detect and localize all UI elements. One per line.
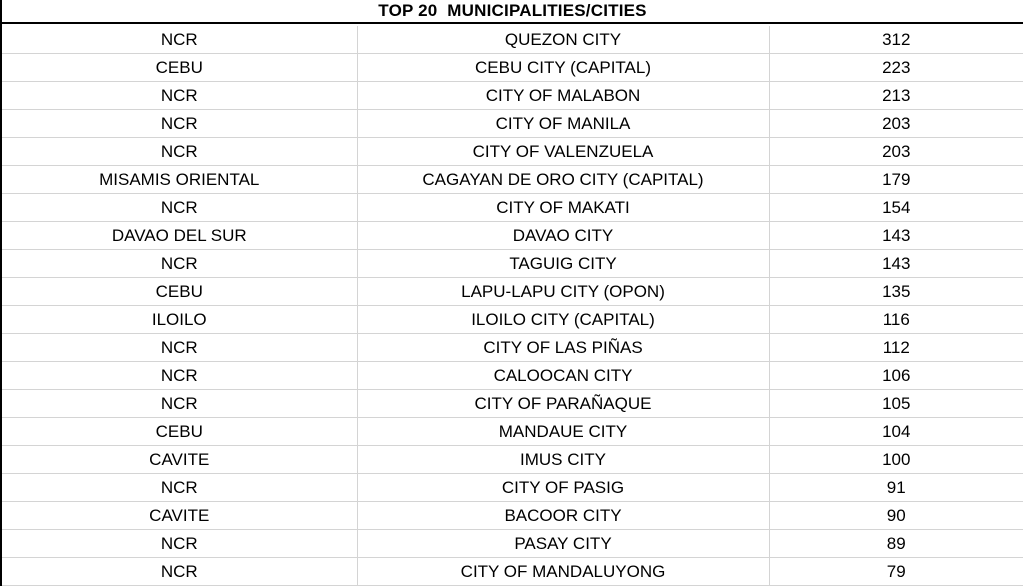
city-cell[interactable]: CITY OF MANDALUYONG <box>357 558 769 586</box>
table-row <box>2 54 1023 82</box>
province-cell[interactable]: CEBU <box>2 278 357 306</box>
table-row <box>2 110 1023 138</box>
province-cell[interactable]: CAVITE <box>2 446 357 474</box>
province-cell[interactable]: NCR <box>2 110 357 138</box>
city-cell[interactable]: QUEZON CITY <box>357 26 769 54</box>
city-cell[interactable]: CITY OF MAKATI <box>357 194 769 222</box>
count-cell[interactable]: 143 <box>769 222 1023 250</box>
city-cell[interactable]: CITY OF PASIG <box>357 474 769 502</box>
count-cell[interactable]: 105 <box>769 390 1023 418</box>
province-cell[interactable]: NCR <box>2 474 357 502</box>
city-cell[interactable]: TAGUIG CITY <box>357 250 769 278</box>
city-cell[interactable]: CITY OF PARAÑAQUE <box>357 390 769 418</box>
province-cell[interactable]: NCR <box>2 26 357 54</box>
city-cell[interactable]: ILOILO CITY (CAPITAL) <box>357 306 769 334</box>
count-cell[interactable]: 91 <box>769 474 1023 502</box>
table-row <box>2 166 1023 194</box>
city-cell[interactable]: CITY OF LAS PIÑAS <box>357 334 769 362</box>
city-cell[interactable]: CITY OF MALABON <box>357 82 769 110</box>
count-cell[interactable]: 106 <box>769 362 1023 390</box>
table-row <box>2 474 1023 502</box>
table-row <box>2 278 1023 306</box>
province-cell[interactable]: CAVITE <box>2 502 357 530</box>
data-table <box>2 26 1023 586</box>
count-cell[interactable]: 79 <box>769 558 1023 586</box>
count-cell[interactable]: 143 <box>769 250 1023 278</box>
table-row <box>2 390 1023 418</box>
count-cell[interactable]: 154 <box>769 194 1023 222</box>
table-row <box>2 334 1023 362</box>
city-cell[interactable]: BACOOR CITY <box>357 502 769 530</box>
count-cell[interactable]: 116 <box>769 306 1023 334</box>
table-row <box>2 558 1023 586</box>
table-row <box>2 502 1023 530</box>
count-cell[interactable]: 312 <box>769 26 1023 54</box>
province-cell[interactable]: MISAMIS ORIENTAL <box>2 166 357 194</box>
table-title: TOP 20 MUNICIPALITIES/CITIES <box>2 0 1023 24</box>
province-cell[interactable]: NCR <box>2 334 357 362</box>
province-cell[interactable]: NCR <box>2 250 357 278</box>
province-cell[interactable]: NCR <box>2 194 357 222</box>
province-cell[interactable]: NCR <box>2 530 357 558</box>
province-cell[interactable]: NCR <box>2 558 357 586</box>
city-cell[interactable]: CALOOCAN CITY <box>357 362 769 390</box>
count-cell[interactable]: 104 <box>769 418 1023 446</box>
province-cell[interactable]: CEBU <box>2 418 357 446</box>
table-row <box>2 26 1023 54</box>
province-cell[interactable]: DAVAO DEL SUR <box>2 222 357 250</box>
city-cell[interactable]: MANDAUE CITY <box>357 418 769 446</box>
city-cell[interactable]: CAGAYAN DE ORO CITY (CAPITAL) <box>357 166 769 194</box>
table-row <box>2 222 1023 250</box>
count-cell[interactable]: 223 <box>769 54 1023 82</box>
province-cell[interactable]: NCR <box>2 82 357 110</box>
table-row <box>2 530 1023 558</box>
table-row <box>2 250 1023 278</box>
city-cell[interactable]: CITY OF VALENZUELA <box>357 138 769 166</box>
city-cell[interactable]: PASAY CITY <box>357 530 769 558</box>
table-body <box>2 26 1023 586</box>
city-cell[interactable]: CEBU CITY (CAPITAL) <box>357 54 769 82</box>
count-cell[interactable]: 203 <box>769 110 1023 138</box>
city-cell[interactable]: IMUS CITY <box>357 446 769 474</box>
table-row <box>2 138 1023 166</box>
province-cell[interactable]: CEBU <box>2 54 357 82</box>
count-cell[interactable]: 135 <box>769 278 1023 306</box>
table-row <box>2 418 1023 446</box>
province-cell[interactable]: ILOILO <box>2 306 357 334</box>
table-row <box>2 362 1023 390</box>
table-row <box>2 82 1023 110</box>
count-cell[interactable]: 90 <box>769 502 1023 530</box>
city-cell[interactable]: LAPU-LAPU CITY (OPON) <box>357 278 769 306</box>
count-cell[interactable]: 203 <box>769 138 1023 166</box>
count-cell[interactable]: 179 <box>769 166 1023 194</box>
province-cell[interactable]: NCR <box>2 138 357 166</box>
table-row <box>2 446 1023 474</box>
table-row <box>2 306 1023 334</box>
province-cell[interactable]: NCR <box>2 362 357 390</box>
city-cell[interactable]: CITY OF MANILA <box>357 110 769 138</box>
city-cell[interactable]: DAVAO CITY <box>357 222 769 250</box>
count-cell[interactable]: 112 <box>769 334 1023 362</box>
count-cell[interactable]: 213 <box>769 82 1023 110</box>
table-row <box>2 194 1023 222</box>
province-cell[interactable]: NCR <box>2 390 357 418</box>
count-cell[interactable]: 89 <box>769 530 1023 558</box>
count-cell[interactable]: 100 <box>769 446 1023 474</box>
